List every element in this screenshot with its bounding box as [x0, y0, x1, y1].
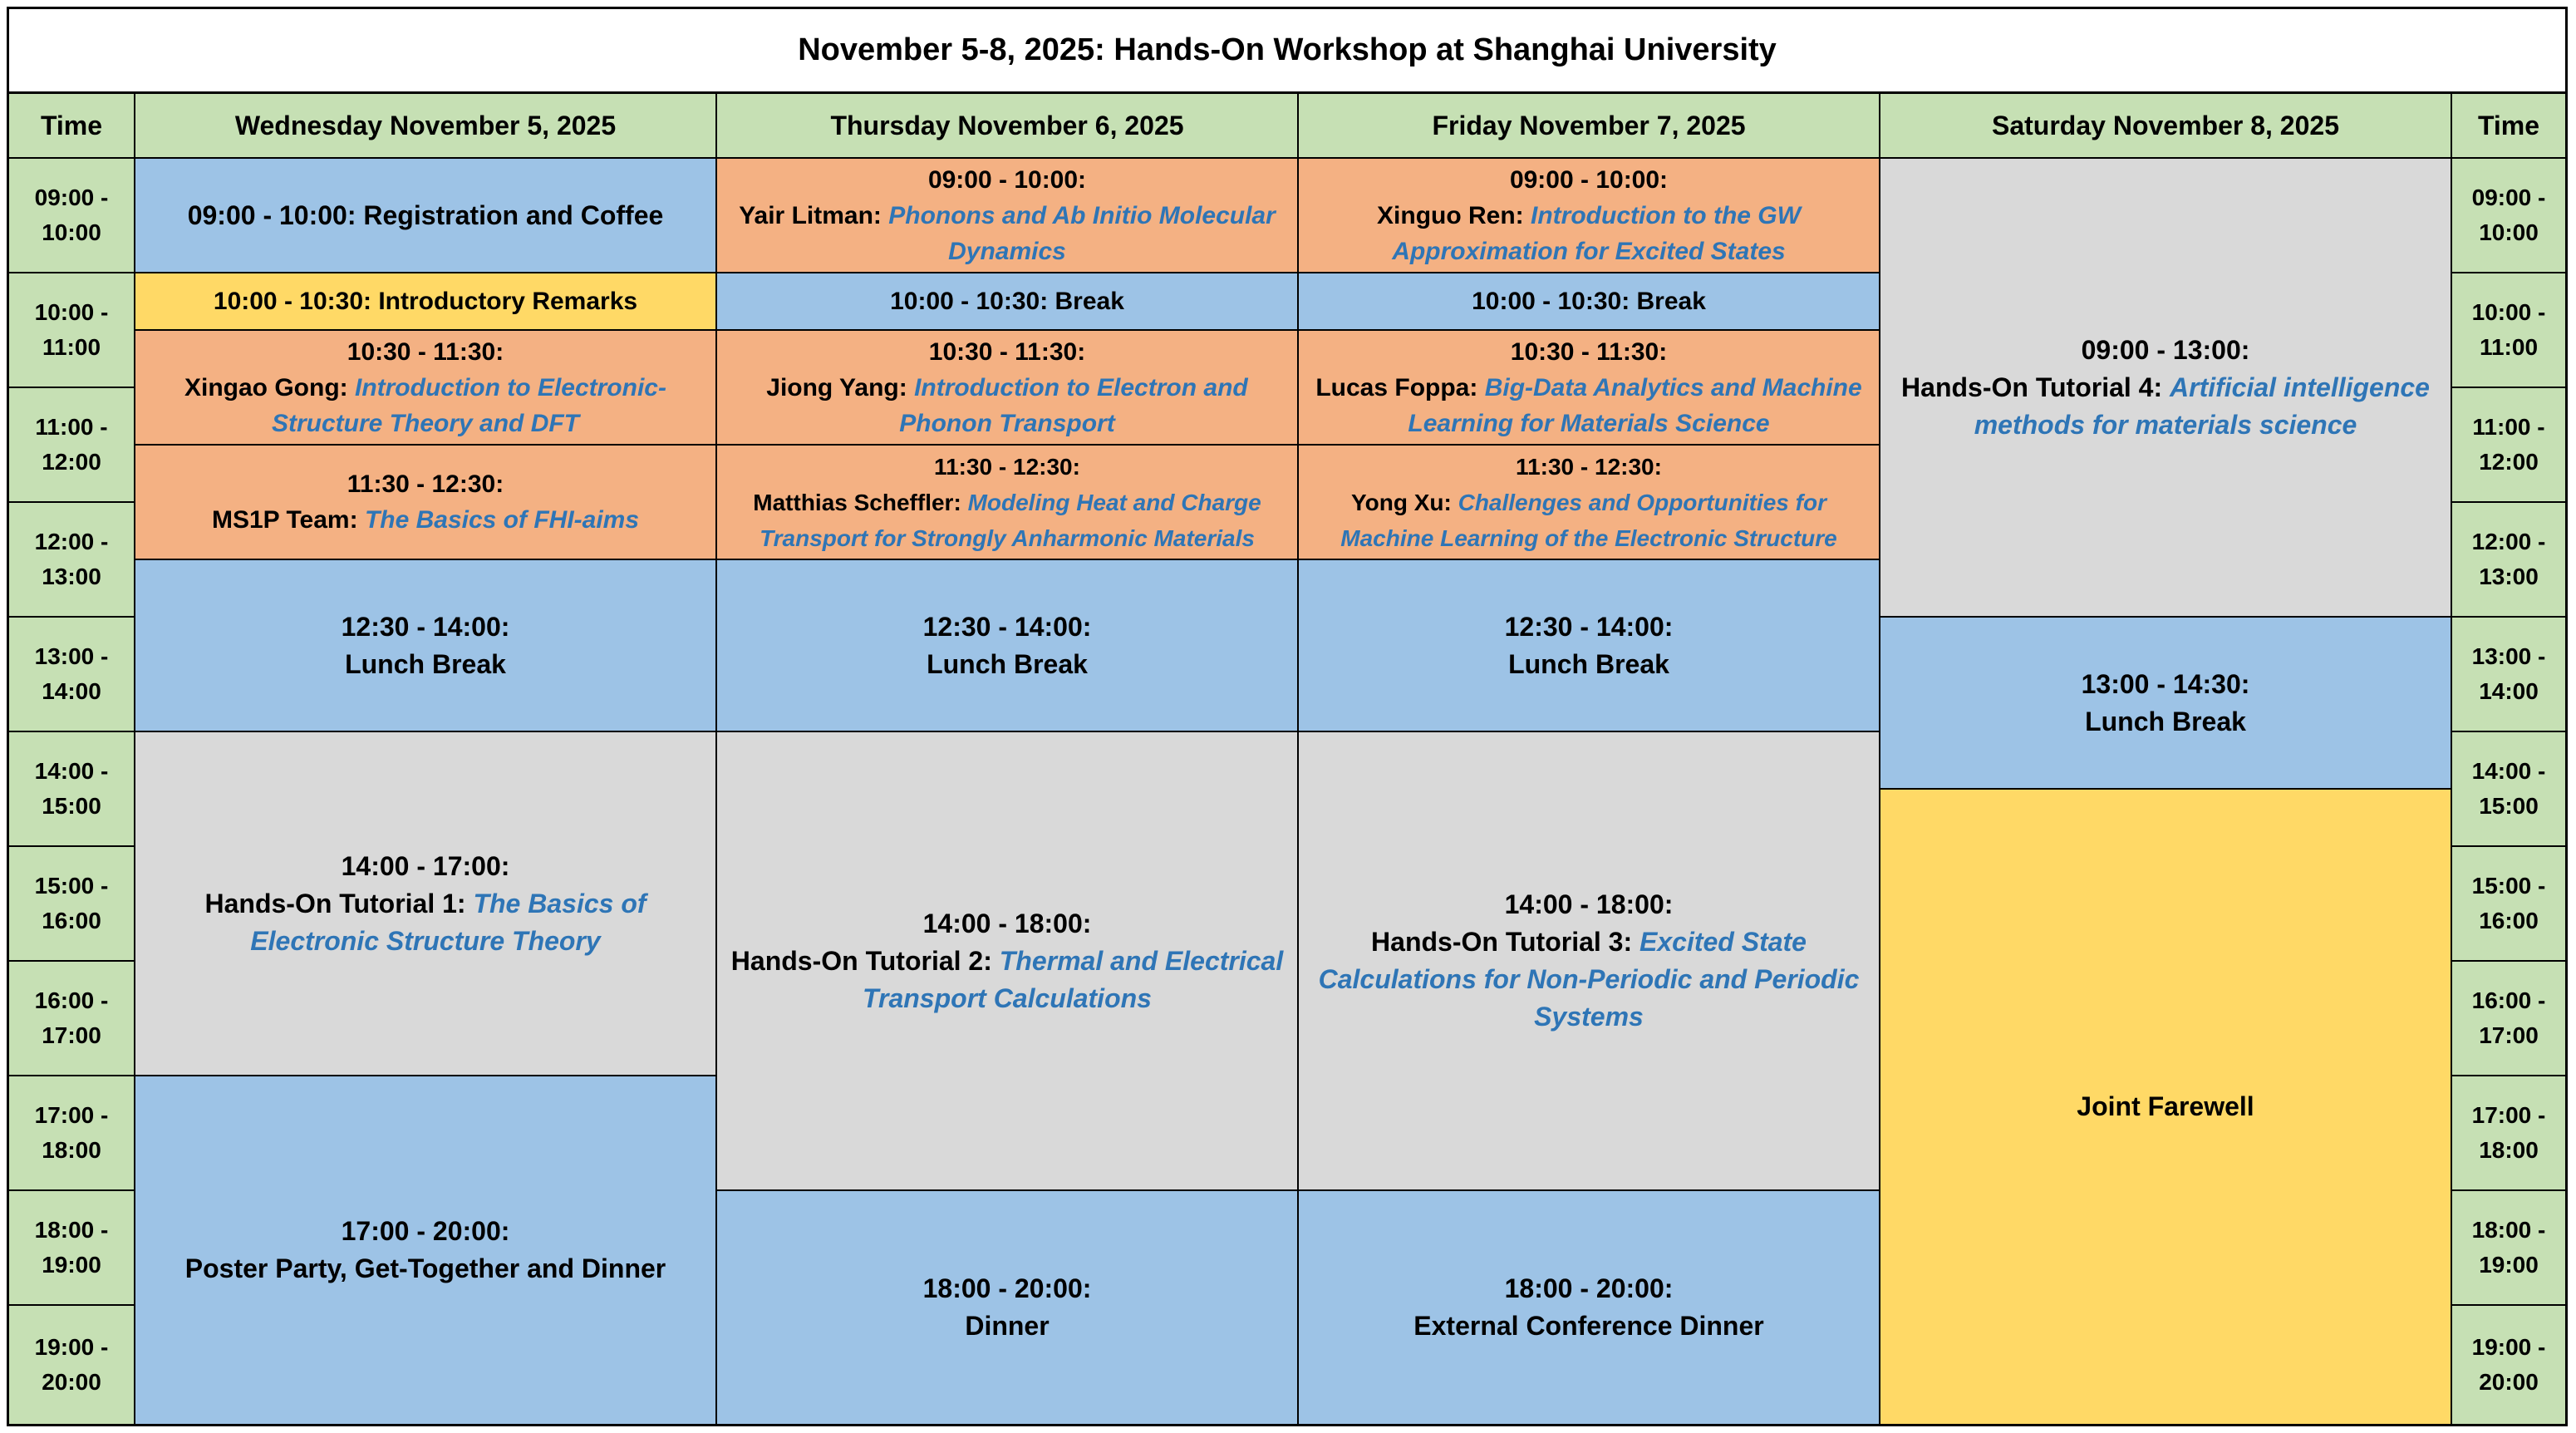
thu-dinner: 18:00 - 20:00: Dinner: [717, 1191, 1299, 1424]
fri-conference-dinner: 18:00 - 20:00: External Conference Dinner: [1299, 1191, 1880, 1424]
header-friday: Friday November 7, 2025: [1299, 94, 1880, 159]
schedule-table: [7, 7, 2568, 1426]
time-slot: 09:00 - 10:00: [2452, 159, 2565, 273]
wed-talk-ms1p: 11:30 - 12:30: MS1P Team: The Basics of FHI-aims: [135, 446, 717, 560]
time-slot: 10:00 - 11:00: [9, 273, 135, 388]
time-slot: 11:00 - 12:00: [9, 388, 135, 503]
time-slot: 11:00 - 12:00: [2452, 388, 2565, 503]
thu-talk-yang: 10:30 - 11:30: Jiong Yang: Introduction to Electron and Phonon Transport: [717, 331, 1299, 446]
thu-lunch-break: 12:30 - 14:00: Lunch Break: [717, 560, 1299, 732]
fri-talk-ren: 09:00 - 10:00: Xinguo Ren: Introduction to the GW Approximation for Excited States: [1299, 159, 1880, 273]
time-slot: 12:00 - 13:00: [9, 503, 135, 618]
header-time-right: Time: [2452, 94, 2565, 159]
time-slot: 14:00 - 15:00: [2452, 732, 2565, 847]
wed-poster-party: 17:00 - 20:00: Poster Party, Get-Together and Dinner: [135, 1076, 717, 1424]
time-slot: 16:00 - 17:00: [2452, 962, 2565, 1076]
time-slot: 18:00 - 19:00: [9, 1191, 135, 1306]
time-slot: 19:00 - 20:00: [2452, 1306, 2565, 1424]
time-slot: 13:00 - 14:00: [9, 618, 135, 732]
time-slot: 12:00 - 13:00: [2452, 503, 2565, 618]
time-slot: 18:00 - 19:00: [2452, 1191, 2565, 1306]
wed-talk-gong: 10:30 - 11:30: Xingao Gong: Introduction to Electronic- Structure Theory and DFT: [135, 331, 717, 446]
fri-talk-foppa: 10:30 - 11:30: Lucas Foppa: Big-Data Analytics and Machine Learning for Materials Science: [1299, 331, 1880, 446]
wed-registration: 09:00 - 10:00: Registration and Coffee: [135, 159, 717, 273]
sat-lunch-break: 13:00 - 14:30: Lunch Break: [1880, 618, 2452, 790]
wed-introductory-remarks: 10:00 - 10:30: Introductory Remarks: [135, 273, 717, 331]
thu-talk-litman: 09:00 - 10:00: Yair Litman: Phonons and Ab Initio Molecular Dynamics: [717, 159, 1299, 273]
time-slot: 17:00 - 18:00: [9, 1076, 135, 1191]
wed-tutorial-1: 14:00 - 17:00: Hands-On Tutorial 1: The Basics of Electronic Structure Theory: [135, 732, 717, 1076]
header-wednesday: Wednesday November 5, 2025: [135, 94, 717, 159]
fri-tutorial-3: 14:00 - 18:00: Hands-On Tutorial 3: Excited State Calculations for Non-Periodic and Periodic Systems: [1299, 732, 1880, 1191]
thu-tutorial-2: 14:00 - 18:00: Hands-On Tutorial 2: Thermal and Electrical Transport Calculations: [717, 732, 1299, 1191]
time-slot: 19:00 - 20:00: [9, 1306, 135, 1424]
sat-tutorial-4: 09:00 - 13:00: Hands-On Tutorial 4: Artificial intelligence methods for materials science: [1880, 159, 2452, 618]
time-slot: 09:00 - 10:00: [9, 159, 135, 273]
header-saturday: Saturday November 8, 2025: [1880, 94, 2452, 159]
time-slot: 14:00 - 15:00: [9, 732, 135, 847]
time-slot: 13:00 - 14:00: [2452, 618, 2565, 732]
fri-break: 10:00 - 10:30: Break: [1299, 273, 1880, 331]
time-slot: 10:00 - 11:00: [2452, 273, 2565, 388]
page-title: November 5-8, 2025: Hands-On Workshop at Shanghai University: [9, 9, 2565, 94]
wed-lunch-break: 12:30 - 14:00: Lunch Break: [135, 560, 717, 732]
thu-break: 10:00 - 10:30: Break: [717, 273, 1299, 331]
time-slot: 16:00 - 17:00: [9, 962, 135, 1076]
header-time-left: Time: [9, 94, 135, 159]
fri-lunch-break: 12:30 - 14:00: Lunch Break: [1299, 560, 1880, 732]
thu-talk-scheffler: 11:30 - 12:30: Matthias Scheffler: Modeling Heat and Charge Transport for Strongly Anharmonic Materials: [717, 446, 1299, 560]
time-slot: 15:00 - 16:00: [2452, 847, 2565, 962]
time-slot: 15:00 - 16:00: [9, 847, 135, 962]
fri-talk-xu: 11:30 - 12:30: Yong Xu: Challenges and Opportunities for Machine Learning of the Electronic Structure: [1299, 446, 1880, 560]
sat-joint-farewell: Joint Farewell: [1880, 790, 2452, 1424]
header-thursday: Thursday November 6, 2025: [717, 94, 1299, 159]
time-slot: 17:00 - 18:00: [2452, 1076, 2565, 1191]
